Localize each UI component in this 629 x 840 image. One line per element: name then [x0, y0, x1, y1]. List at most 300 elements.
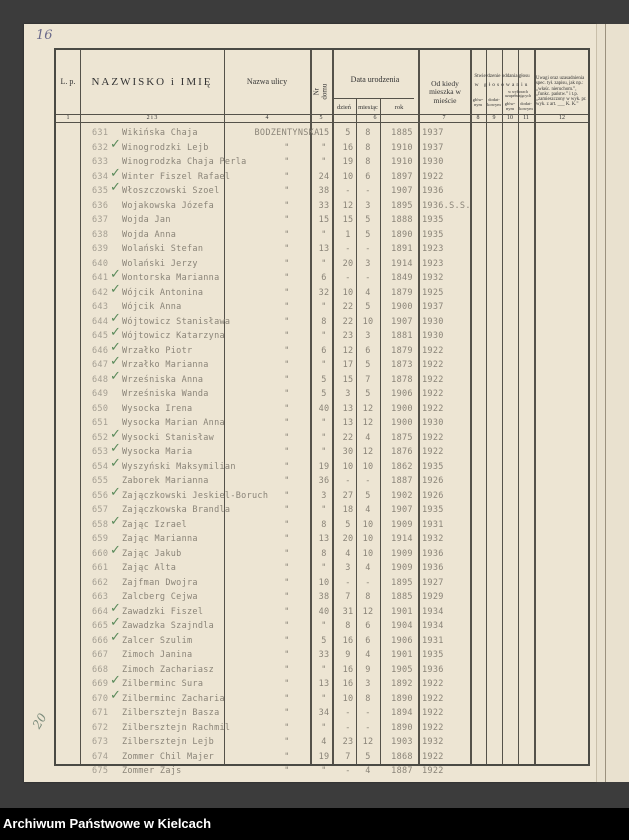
- header-extra-vote: dodat-kowym: [487, 97, 501, 107]
- birth-year: 1885: [391, 128, 413, 138]
- row-number: 663: [92, 592, 109, 602]
- house-number: ": [321, 331, 327, 341]
- house-number: 6: [321, 345, 327, 356]
- birth-month: 4: [365, 766, 371, 776]
- residence-since: 1936: [422, 548, 444, 559]
- birth-month: 9: [365, 664, 371, 675]
- person-name: Wojda Jan: [122, 215, 171, 225]
- birth-year: 1862: [391, 461, 413, 472]
- residence-since: 1922: [422, 751, 444, 762]
- folio-number: 16: [36, 28, 53, 43]
- residence-since: 1931: [422, 635, 444, 646]
- residence-since: 1932: [422, 737, 444, 747]
- birth-month: 3: [365, 258, 371, 269]
- row-number: 661: [92, 563, 109, 573]
- street-name: ": [284, 519, 290, 530]
- house-number: ": [321, 693, 327, 704]
- house-number: ": [321, 360, 327, 370]
- birth-day: 22: [342, 302, 354, 312]
- checkmark-icon: ✓: [110, 455, 122, 471]
- row-number: 648: [92, 374, 109, 385]
- residence-since: 1937: [422, 142, 444, 153]
- birth-year: 1879: [391, 345, 413, 356]
- row-number: 670: [92, 693, 109, 704]
- street-name: ": [284, 766, 290, 776]
- house-number: 13: [318, 244, 330, 254]
- person-name: Zawadzka Szajndla: [122, 621, 215, 631]
- residence-since: 1922: [422, 360, 444, 370]
- birth-month: 5: [365, 302, 371, 312]
- birth-day: 31: [342, 606, 354, 617]
- house-number: 13: [318, 534, 330, 544]
- residence-since: 1935: [422, 229, 444, 240]
- row-number: 637: [92, 215, 109, 225]
- birth-year: 1894: [391, 708, 413, 718]
- row-number: 645: [92, 331, 109, 341]
- header-house: Nr domu: [312, 83, 328, 100]
- row-number: 653: [92, 447, 109, 457]
- birth-year: 1910: [391, 142, 413, 153]
- birth-day: 1: [345, 229, 351, 240]
- person-name: Zilbersztejn Rachmil: [122, 722, 231, 733]
- street-name: ": [284, 708, 290, 718]
- row-number: 665: [92, 621, 109, 631]
- person-name: Zając Jakub: [122, 548, 182, 559]
- birth-year: 1909: [391, 519, 413, 530]
- person-name: Wysocka Irena: [122, 403, 193, 414]
- birth-month: -: [365, 186, 371, 196]
- birth-day: 19: [342, 157, 354, 167]
- birth-day: 16: [342, 635, 354, 646]
- birth-year: 1901: [391, 650, 413, 660]
- birth-month: -: [365, 577, 371, 588]
- birth-day: 16: [342, 679, 354, 689]
- residence-since: 1923: [422, 244, 444, 254]
- checkmark-icon: ✓: [110, 542, 122, 558]
- birth-year: 1910: [391, 157, 413, 167]
- residence-since: 1930: [422, 418, 444, 428]
- birth-month: -: [365, 244, 371, 254]
- row-number: 667: [92, 650, 109, 660]
- residence-since: 1926: [422, 476, 444, 486]
- birth-month: 3: [365, 331, 371, 341]
- col-number: 10: [507, 115, 513, 121]
- person-name: Zając Izrael: [122, 519, 188, 530]
- street-name: ": [284, 302, 290, 312]
- row-number: 659: [92, 534, 109, 544]
- house-number: 3: [321, 490, 327, 501]
- checkmark-icon: ✓: [110, 600, 122, 616]
- birth-day: -: [345, 476, 351, 486]
- house-number: ": [321, 229, 327, 240]
- checkmark-icon: ✓: [110, 615, 122, 630]
- checkmark-icon: ✓: [110, 165, 122, 181]
- checkmark-icon: ✓: [110, 267, 122, 282]
- residence-since: 1922: [422, 447, 444, 457]
- birth-day: 20: [342, 258, 354, 269]
- person-name: Zalcer Szulim: [122, 635, 193, 646]
- house-number: 33: [318, 650, 330, 660]
- street-name: ": [284, 258, 290, 269]
- col-number: 12: [559, 115, 565, 121]
- street-name: ": [284, 679, 290, 689]
- row-number: 633: [92, 157, 109, 167]
- row-number: 664: [92, 606, 109, 617]
- checkmark-icon: ✓: [110, 180, 122, 195]
- person-name: Wrzałko Piotr: [122, 345, 193, 356]
- header-day: dzień: [336, 104, 352, 111]
- birth-day: 23: [342, 737, 354, 747]
- person-name: Wojda Anna: [122, 229, 177, 240]
- house-number: ": [321, 447, 327, 457]
- person-name: Zawadzki Fiszel: [122, 606, 204, 617]
- person-name: Wójtowicz Katarzyna: [122, 331, 225, 341]
- header-birth-date: Data urodzenia: [350, 75, 400, 84]
- street-name: ": [284, 664, 290, 675]
- house-number: 36: [318, 476, 330, 486]
- birth-month: 5: [365, 215, 371, 225]
- residence-since: 1935: [422, 650, 444, 660]
- birth-day: 12: [342, 200, 354, 211]
- person-name: Wójtowicz Stanisława: [122, 316, 231, 327]
- birth-day: 15: [342, 215, 354, 225]
- house-number: 33: [318, 200, 330, 211]
- birth-day: 3: [345, 389, 351, 399]
- header-year: rok: [394, 104, 404, 111]
- birth-month: -: [365, 273, 371, 283]
- birth-day: 18: [342, 505, 354, 515]
- residence-since: 1936: [422, 186, 444, 196]
- residence-since: 1922: [422, 403, 444, 414]
- birth-day: 10: [342, 287, 354, 298]
- birth-month: 4: [365, 650, 371, 660]
- checkmark-icon: ✓: [110, 426, 122, 442]
- house-number: 32: [318, 287, 330, 298]
- birth-day: 10: [342, 693, 354, 704]
- header-month: miesiąc: [358, 104, 378, 111]
- person-name: Zommer Zajs: [122, 766, 182, 776]
- birth-day: 5: [345, 128, 351, 138]
- birth-year: 1904: [391, 621, 413, 631]
- residence-since: 1937: [422, 128, 444, 138]
- header-vote-sub: w głosowaniu: [474, 82, 530, 88]
- street-name: ": [284, 273, 290, 283]
- residence-since: 1926: [422, 490, 444, 501]
- birth-year: 1895: [391, 200, 413, 211]
- person-name: Wrześniska Anna: [122, 374, 204, 385]
- house-number: ": [321, 432, 327, 443]
- row-number: 656: [92, 490, 109, 501]
- birth-year: 1897: [391, 171, 413, 182]
- person-name: Zommer Chil Majer: [122, 751, 215, 762]
- col-number: 5: [319, 115, 323, 121]
- street-name: ": [284, 215, 290, 225]
- birth-day: 9: [345, 650, 351, 660]
- house-number: ": [321, 258, 327, 269]
- header-notes: Uwagi oraz uzasadnienia spec. tył. zapisu, jak np.: „właśc. nieruchom.”, „funkc. państw.” i t.p. „zamieszczony w wyk. pr. wyk. z art. ___ K. K.”: [536, 76, 587, 108]
- residence-since: 1923: [422, 258, 444, 269]
- row-number: 632: [92, 142, 109, 153]
- person-name: Wysocka Marian Anna: [122, 418, 225, 428]
- person-name: Włoszczowski Szoel: [122, 186, 220, 196]
- person-name: Zilberminc Sura: [122, 679, 204, 689]
- house-number: 5: [321, 374, 327, 385]
- birth-month: 5: [365, 751, 371, 762]
- residence-since: 1925: [422, 287, 444, 298]
- birth-year: 1868: [391, 751, 413, 762]
- birth-year: 1887: [391, 476, 413, 486]
- residence-since: 1922: [422, 679, 444, 689]
- street-name: ": [284, 505, 290, 515]
- margin-note-left: 20: [29, 710, 50, 732]
- birth-year: 1907: [391, 505, 413, 515]
- residence-since: 1922: [422, 693, 444, 704]
- birth-month: 10: [362, 548, 374, 559]
- residence-since: 1937: [422, 302, 444, 312]
- birth-year: 1890: [391, 229, 413, 240]
- birth-year: 1900: [391, 418, 413, 428]
- residence-since: 1922: [422, 389, 444, 399]
- birth-month: -: [365, 708, 371, 718]
- birth-month: 12: [362, 737, 374, 747]
- birth-day: -: [345, 708, 351, 718]
- birth-day: -: [345, 273, 351, 283]
- person-name: Wójcik Anna: [122, 302, 182, 312]
- person-name: Winter Fiszel Rafael: [122, 171, 231, 182]
- birth-year: 1890: [391, 693, 413, 704]
- birth-month: 12: [362, 418, 374, 428]
- residence-since: 1930: [422, 331, 444, 341]
- birth-year: 1875: [391, 432, 413, 443]
- person-name: Zilbersztejn Lejb: [122, 737, 215, 747]
- birth-day: 27: [342, 490, 354, 501]
- street-name: ": [284, 722, 290, 733]
- birth-day: 20: [342, 534, 354, 544]
- house-number: 40: [318, 606, 330, 617]
- birth-day: 3: [345, 563, 351, 573]
- street-name: ": [284, 244, 290, 254]
- birth-month: 8: [365, 157, 371, 167]
- birth-year: 1888: [391, 215, 413, 225]
- person-name: Zilberminc Zacharia: [122, 693, 225, 704]
- birth-year: 1900: [391, 403, 413, 414]
- birth-month: 5: [365, 490, 371, 501]
- birth-year: 1902: [391, 490, 413, 501]
- header-street: Nazwa ulicy: [246, 77, 288, 86]
- birth-year: 1907: [391, 316, 413, 327]
- street-name: ": [284, 476, 290, 486]
- col-number: 6: [373, 115, 377, 121]
- person-name: Winogrodzka Chaja Perla: [122, 157, 247, 167]
- residence-since: 1931: [422, 519, 444, 530]
- row-number: 643: [92, 302, 109, 312]
- row-number: 650: [92, 403, 109, 414]
- birth-day: 8: [345, 621, 351, 631]
- residence-since: 1936: [422, 563, 444, 573]
- street-name: ": [284, 548, 290, 559]
- row-number: 674: [92, 751, 109, 762]
- birth-year: 1885: [391, 592, 413, 602]
- birth-day: -: [345, 186, 351, 196]
- birth-month: 8: [365, 693, 371, 704]
- birth-month: 4: [365, 432, 371, 443]
- person-name: Wrześniska Wanda: [122, 389, 209, 399]
- birth-month: 4: [365, 563, 371, 573]
- street-name: ": [284, 142, 290, 153]
- row-number: 638: [92, 229, 109, 240]
- birth-month: 6: [365, 345, 371, 356]
- adjacent-page-edge: [596, 24, 629, 782]
- row-number: 646: [92, 345, 109, 356]
- birth-year: 1873: [391, 360, 413, 370]
- residence-since: 1922: [422, 345, 444, 356]
- table-row: [56, 762, 592, 781]
- person-name: Wojakowska Józefa: [122, 200, 215, 211]
- street-name: ": [284, 374, 290, 385]
- house-number: 10: [318, 577, 330, 588]
- birth-day: 22: [342, 432, 354, 443]
- house-number: ": [321, 505, 327, 515]
- birth-month: 12: [362, 447, 374, 457]
- residence-since: 1922: [422, 171, 444, 182]
- person-name: Zalcberg Cejwa: [122, 592, 198, 602]
- street-name: ": [284, 461, 290, 472]
- house-number: ": [321, 157, 327, 167]
- row-number: 652: [92, 432, 109, 443]
- birth-year: 1906: [391, 635, 413, 646]
- street-name: ": [284, 737, 290, 747]
- header-name: NAZWISKO i IMIĘ: [91, 76, 213, 88]
- house-number: ": [321, 142, 327, 153]
- house-number: ": [321, 766, 327, 776]
- person-name: Zilbersztejn Basza: [122, 708, 220, 718]
- residence-since: 1935: [422, 215, 444, 225]
- residence-since: 1922: [422, 432, 444, 443]
- street-name: ": [284, 360, 290, 370]
- house-number: 19: [318, 751, 330, 762]
- archive-footer: [0, 808, 629, 840]
- person-name: Wolański Stefan: [122, 244, 204, 254]
- birth-month: 7: [365, 374, 371, 385]
- birth-day: 7: [345, 592, 351, 602]
- birth-year: 1909: [391, 548, 413, 559]
- col-number: 7: [442, 115, 446, 121]
- street-name: ": [284, 345, 290, 356]
- street-name: ": [284, 534, 290, 544]
- person-name: Wyszyński Maksymilian: [122, 461, 236, 472]
- checkmark-icon: ✓: [110, 629, 122, 645]
- person-name: Wysocki Stanisław: [122, 432, 215, 443]
- birth-month: 4: [365, 505, 371, 515]
- birth-year: 1905: [391, 664, 413, 675]
- checkmark-icon: ✓: [110, 310, 122, 326]
- birth-day: 23: [342, 331, 354, 341]
- birth-month: 10: [362, 519, 374, 530]
- person-name: Zimoch Janina: [122, 650, 193, 660]
- person-name: Zaborek Marianna: [122, 476, 209, 486]
- house-number: 8: [321, 519, 327, 530]
- col-number: 1: [66, 115, 70, 121]
- street-name: ": [284, 490, 290, 501]
- row-number: 654: [92, 461, 109, 472]
- birth-year: 1895: [391, 577, 413, 588]
- birth-year: 1900: [391, 302, 413, 312]
- street-name: ": [284, 432, 290, 443]
- row-number: 649: [92, 389, 109, 399]
- row-number: 641: [92, 273, 109, 283]
- row-number: 668: [92, 664, 109, 675]
- birth-year: 1909: [391, 563, 413, 573]
- document-page: [24, 24, 596, 782]
- street-name: ": [284, 621, 290, 631]
- birth-month: 5: [365, 229, 371, 240]
- house-number: ": [321, 563, 327, 573]
- row-number: 660: [92, 548, 109, 559]
- birth-month: 10: [362, 461, 374, 472]
- birth-year: 1887: [391, 766, 413, 776]
- col-number: 9: [492, 115, 496, 121]
- person-name: Zajfman Dwojra: [122, 577, 198, 588]
- row-number: 642: [92, 287, 109, 298]
- house-number: 4: [321, 737, 327, 747]
- person-name: Wrzałko Marianna: [122, 360, 209, 370]
- archive-name: Archiwum Państwowe w Kielcach: [3, 816, 212, 831]
- house-number: 38: [318, 186, 330, 196]
- header-main-vote-2: głów-nym: [504, 101, 516, 111]
- checkmark-icon: ✓: [110, 281, 122, 297]
- row-number: 639: [92, 244, 109, 254]
- row-number: 666: [92, 635, 109, 646]
- residence-since: 1932: [422, 534, 444, 544]
- person-name: Wontorska Marianna: [122, 273, 220, 283]
- row-number: 634: [92, 171, 109, 182]
- birth-day: -: [345, 577, 351, 588]
- header-lp: L. p.: [60, 77, 76, 86]
- birth-day: 7: [345, 751, 351, 762]
- street-name: ": [284, 200, 290, 211]
- checkmark-icon: ✓: [110, 673, 122, 688]
- header-main-vote: głów-nym: [472, 97, 484, 107]
- street-name: ": [284, 157, 290, 167]
- person-name: Zajączkowska Brandla: [122, 505, 231, 515]
- street-name: BODZENTYNSKA: [254, 128, 320, 138]
- checkmark-icon: ✓: [110, 339, 122, 355]
- birth-year: 1906: [391, 389, 413, 399]
- street-name: ": [284, 650, 290, 660]
- birth-month: 10: [362, 316, 374, 327]
- header-vote: Stwierdzenie oddania głosu: [474, 74, 530, 79]
- birth-month: 6: [365, 635, 371, 646]
- house-number: 8: [321, 316, 327, 327]
- row-number: 651: [92, 418, 109, 428]
- birth-month: 8: [365, 592, 371, 602]
- row-number: 672: [92, 722, 109, 733]
- birth-year: 1914: [391, 258, 413, 269]
- row-number: 671: [92, 708, 109, 718]
- birth-year: 1891: [391, 244, 413, 254]
- house-number: 34: [318, 708, 330, 718]
- residence-since: 1922: [422, 374, 444, 385]
- street-name: ": [284, 403, 290, 414]
- house-number: ": [321, 302, 327, 312]
- house-number: ": [321, 621, 327, 631]
- row-number: 658: [92, 519, 109, 530]
- street-name: ": [284, 577, 290, 588]
- residence-since: 1934: [422, 621, 444, 631]
- row-number: 636: [92, 200, 109, 211]
- col-number: 4: [265, 115, 269, 121]
- col-number: 11: [523, 115, 529, 121]
